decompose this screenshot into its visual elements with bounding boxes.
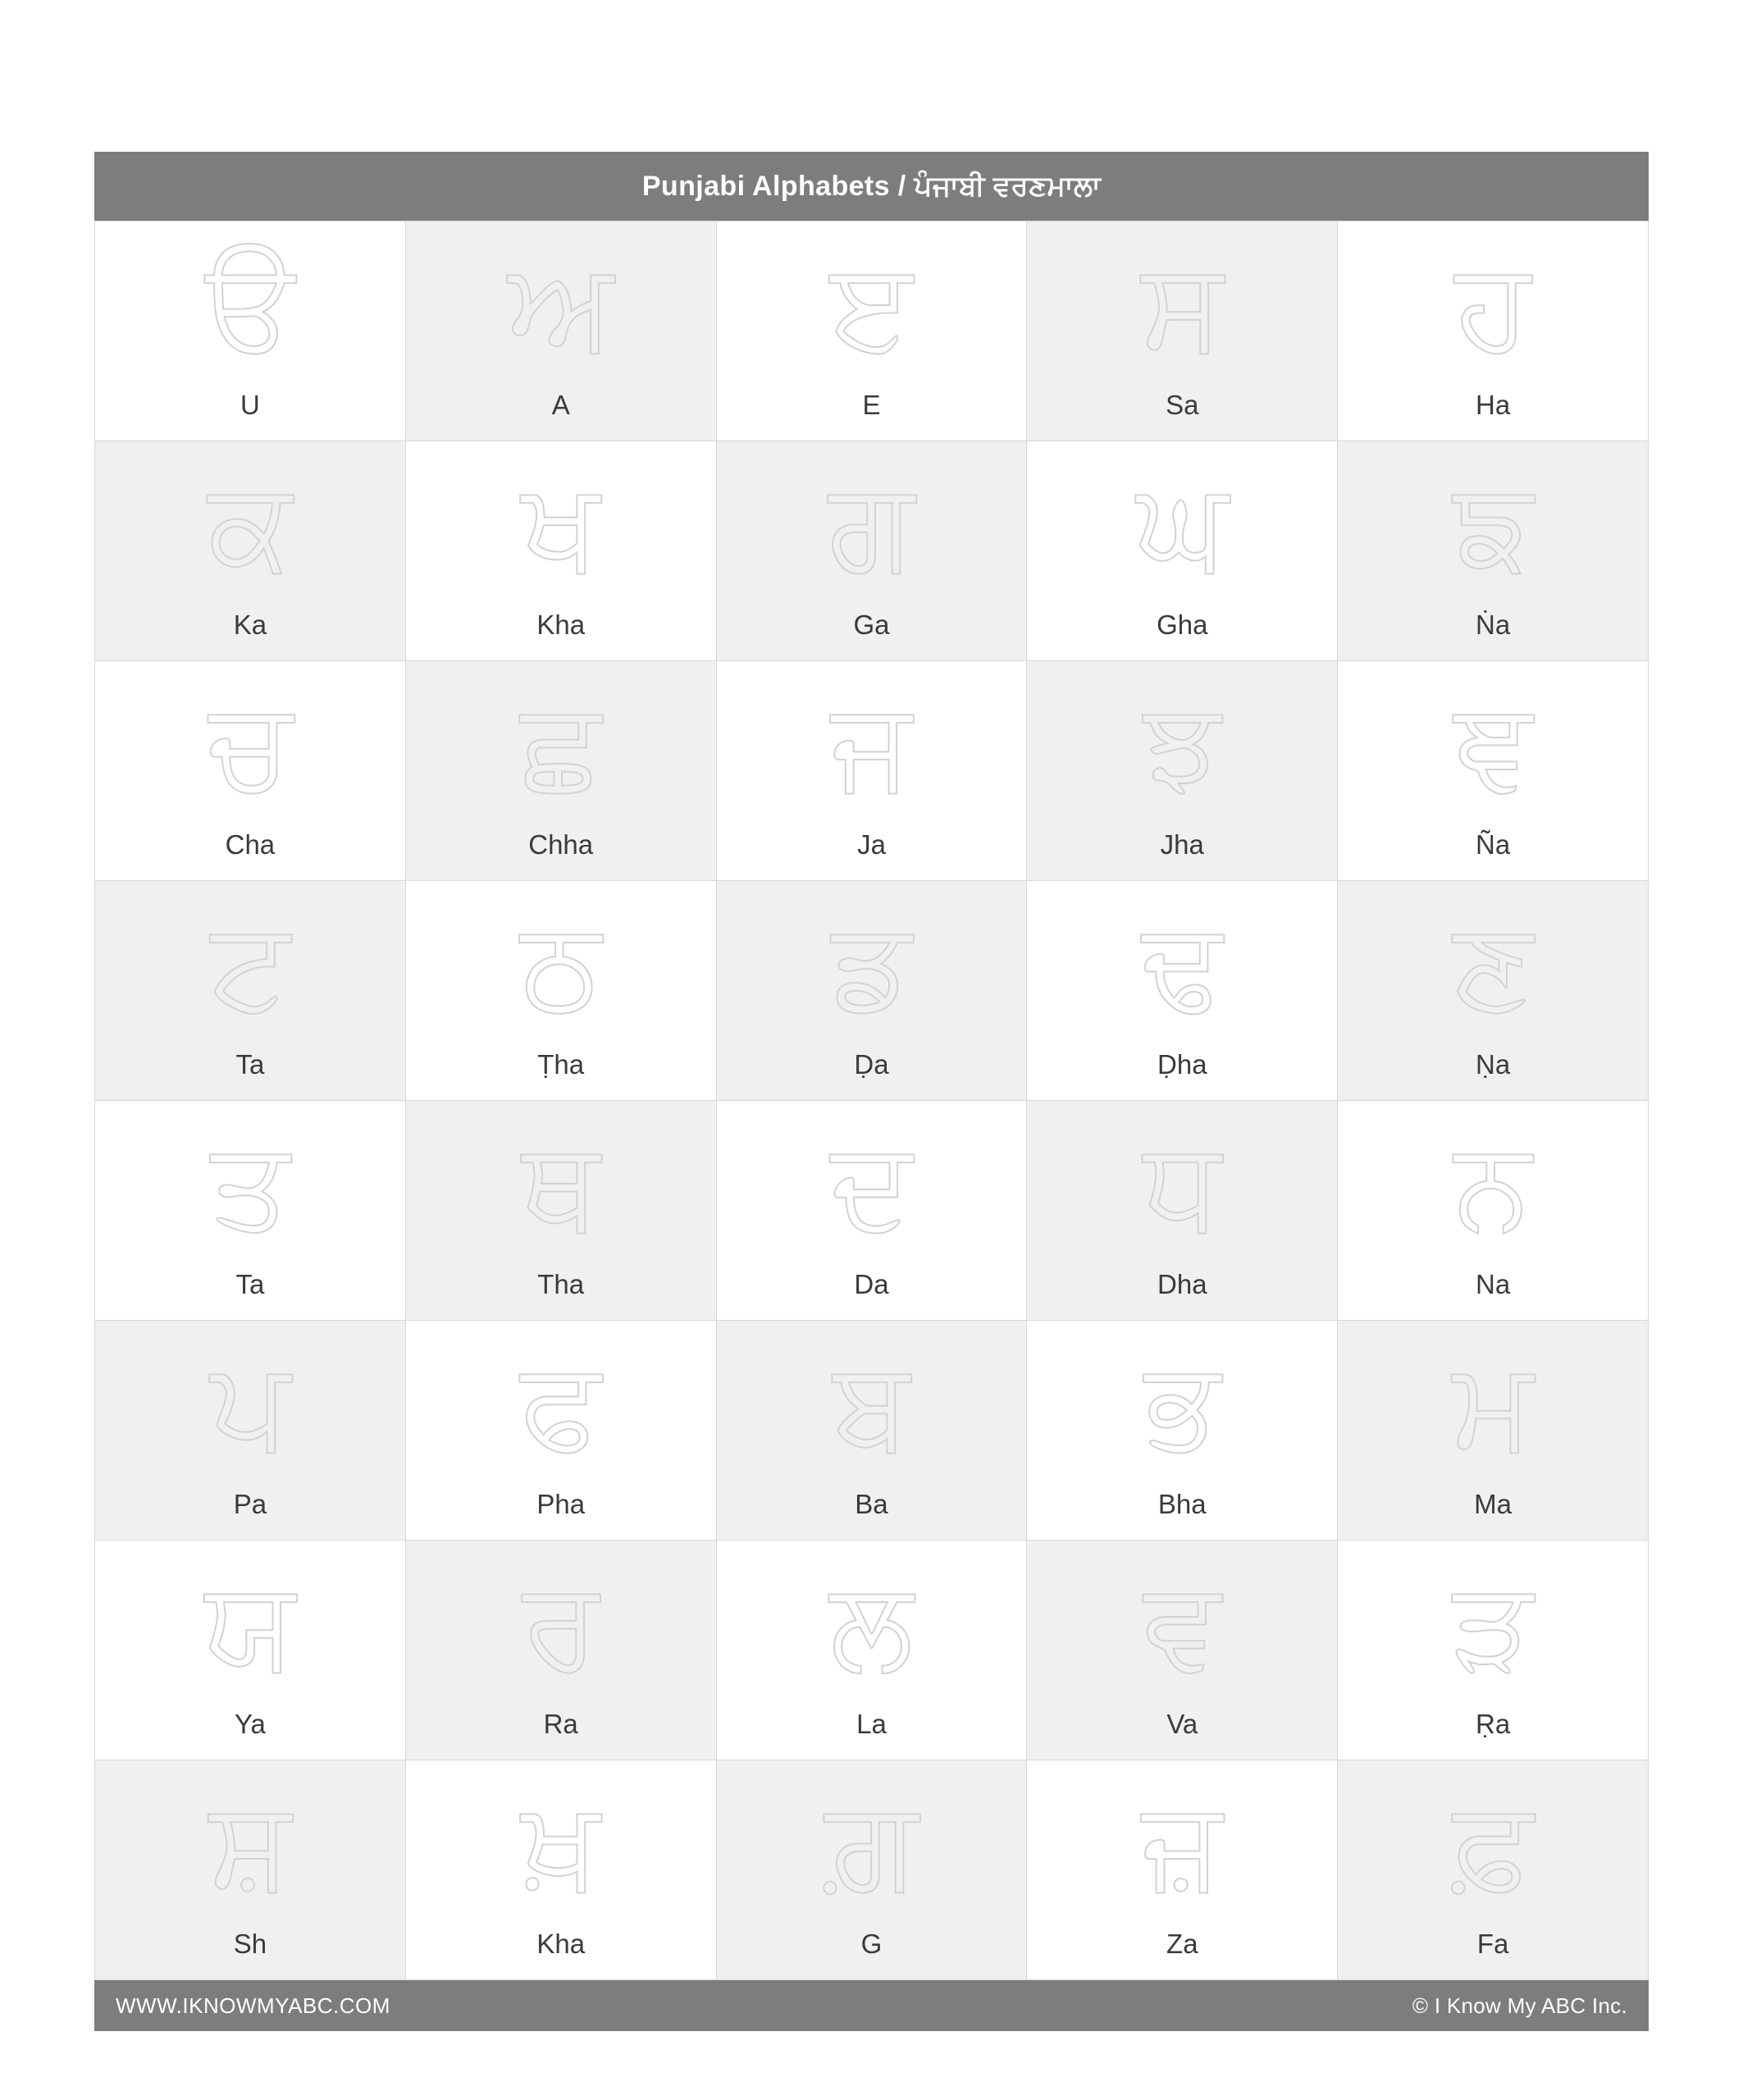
letter-romanization: Pha	[536, 1489, 586, 1519]
letter-glyph: ਰ	[522, 1554, 600, 1696]
letter-romanization: Tha	[537, 1269, 585, 1299]
footer-website: WWW.IKNOWMYABC.COM	[116, 1993, 390, 2018]
letter-glyph: ੲ	[830, 235, 913, 377]
letter-romanization: Dha	[1157, 1269, 1207, 1299]
letter-cell	[406, 1760, 717, 1980]
letter-cell	[717, 441, 1028, 661]
letter-glyph: ਞ	[1453, 674, 1533, 817]
letter-glyph: ਲ	[829, 1554, 914, 1696]
letter-glyph: ਣ	[1453, 894, 1533, 1037]
letter-glyph: ਙ	[1453, 454, 1533, 597]
letter-glyph: ਗ਼	[824, 1774, 919, 1916]
letter-cell	[95, 661, 406, 881]
letter-cell	[406, 441, 717, 661]
letter-cell	[95, 441, 406, 661]
letter-cell	[95, 1321, 406, 1541]
letter-cell	[1338, 1321, 1649, 1541]
letter-cell	[717, 1321, 1028, 1541]
letter-glyph: ਸ਼	[208, 1774, 291, 1916]
letter-glyph: ਘ	[1136, 454, 1229, 597]
letter-cell	[95, 1541, 406, 1760]
letter-glyph: ਫ	[520, 1334, 601, 1477]
letter-cell	[717, 1760, 1028, 1980]
letter-cell	[1027, 1101, 1338, 1321]
letter-glyph: ੜ	[1453, 1554, 1534, 1696]
alphabet-grid	[94, 221, 1649, 1980]
letter-romanization: Pa	[233, 1489, 267, 1519]
alphabet-sheet	[94, 152, 1649, 2031]
letter-romanization: Za	[1166, 1929, 1198, 1959]
letter-romanization: Na	[1475, 1269, 1511, 1299]
letter-glyph: ਠ	[520, 894, 601, 1037]
letter-cell	[1027, 1760, 1338, 1980]
letter-cell	[406, 661, 717, 881]
letter-cell	[1338, 1541, 1649, 1760]
letter-romanization: Ṅa	[1475, 609, 1511, 640]
letter-romanization: Ma	[1474, 1489, 1512, 1519]
letter-romanization: Ya	[234, 1709, 266, 1739]
letter-glyph: ੳ	[205, 235, 295, 377]
letter-romanization: Ḍa	[854, 1049, 889, 1080]
letter-cell	[717, 661, 1028, 881]
letter-cell	[1027, 661, 1338, 881]
letter-glyph: ਸ	[1141, 235, 1224, 377]
letter-cell	[95, 881, 406, 1101]
letter-cell	[1338, 1101, 1649, 1321]
letter-romanization: Bha	[1157, 1489, 1207, 1519]
letter-cell	[1027, 1541, 1338, 1760]
letter-glyph: ਡ	[831, 894, 912, 1037]
letter-glyph: ਝ	[1143, 674, 1221, 817]
letter-glyph: ਭ	[1144, 1334, 1221, 1477]
letter-romanization: U	[240, 390, 260, 420]
letter-glyph: ਨ	[1454, 1114, 1531, 1257]
letter-glyph: ਦ	[830, 1114, 913, 1257]
letter-cell	[406, 1101, 717, 1321]
letter-glyph: ਫ਼	[1452, 1774, 1534, 1916]
letter-cell	[406, 221, 717, 441]
letter-romanization: Ka	[233, 609, 267, 640]
letter-romanization: A	[551, 390, 570, 420]
letter-romanization: Fa	[1476, 1929, 1509, 1959]
letter-romanization: Va	[1166, 1709, 1198, 1739]
letter-cell	[717, 1541, 1028, 1760]
letter-romanization: Ḍha	[1157, 1049, 1207, 1080]
letter-cell	[95, 221, 406, 441]
letter-glyph: ਪ	[210, 1334, 290, 1477]
letter-romanization: La	[856, 1709, 887, 1739]
letter-cell	[1338, 221, 1649, 441]
letter-cell	[1338, 881, 1649, 1101]
letter-glyph: ਬ	[833, 1334, 910, 1477]
letter-romanization: Gha	[1157, 609, 1208, 640]
letter-romanization: Ha	[1475, 390, 1511, 420]
letter-glyph: ਵ	[1143, 1554, 1221, 1696]
letter-glyph: ਯ	[204, 1554, 295, 1696]
letter-glyph: ਟ	[210, 894, 290, 1037]
letter-cell	[1027, 1321, 1338, 1541]
letter-cell	[717, 881, 1028, 1101]
letter-romanization: Cha	[225, 829, 276, 860]
letter-glyph: ਛ	[520, 674, 601, 817]
letter-romanization: Ta	[235, 1049, 265, 1080]
letter-glyph: ਚ	[208, 674, 292, 817]
letter-glyph: ਹ	[1455, 235, 1531, 377]
letter-romanization: Ṛa	[1475, 1709, 1511, 1739]
letter-cell	[1027, 881, 1338, 1101]
letter-romanization: G	[860, 1929, 883, 1959]
page-title-bar	[94, 152, 1649, 221]
letter-cell	[717, 221, 1028, 441]
footer-bar	[94, 1980, 1649, 2031]
letter-cell	[95, 1760, 406, 1980]
letter-cell	[1027, 441, 1338, 661]
letter-glyph: ਤ	[210, 1114, 290, 1257]
letter-romanization: Ṇa	[1475, 1049, 1511, 1080]
letter-cell	[1338, 441, 1649, 661]
letter-romanization: Ta	[235, 1269, 265, 1299]
letter-cell	[406, 1321, 717, 1541]
letter-romanization: Sh	[233, 1929, 267, 1959]
letter-romanization: Ña	[1475, 829, 1511, 860]
letter-cell	[717, 1101, 1028, 1321]
letter-romanization: Ja	[857, 829, 886, 860]
letter-glyph: ਖ	[522, 454, 600, 597]
letter-romanization: Ra	[543, 1709, 578, 1739]
letter-cell	[1027, 221, 1338, 441]
letter-cell	[406, 881, 717, 1101]
letter-romanization: Kha	[536, 1929, 586, 1959]
letter-glyph: ਧ	[1143, 1114, 1221, 1257]
letter-glyph: ਖ਼	[521, 1774, 600, 1916]
footer-copyright: © I Know My ABC Inc.	[1412, 1993, 1627, 2018]
letter-glyph: ਮ	[1452, 1334, 1534, 1477]
letter-romanization: Sa	[1166, 390, 1199, 420]
letter-romanization: Jha	[1160, 829, 1204, 860]
letter-glyph: ਗ	[828, 454, 915, 597]
letter-romanization: Chha	[528, 829, 594, 860]
letter-cell	[95, 1101, 406, 1321]
letter-romanization: E	[862, 390, 881, 420]
letter-glyph: ਅ	[508, 235, 614, 377]
letter-glyph: ਜ	[831, 674, 912, 817]
letter-glyph: ਕ	[208, 454, 293, 597]
letter-cell	[1338, 661, 1649, 881]
letter-romanization: Ga	[853, 609, 890, 640]
letter-romanization: Ṭha	[537, 1049, 585, 1080]
letter-cell	[1338, 1760, 1649, 1980]
page-title: Punjabi Alphabets / ਪੰਜਾਬੀ ਵਰਣਮਾਲਾ	[641, 170, 1102, 202]
letter-glyph: ਥ	[522, 1114, 600, 1257]
letter-romanization: Kha	[536, 609, 586, 640]
letter-glyph: ਜ਼	[1142, 1774, 1223, 1916]
letter-romanization: Ba	[855, 1489, 888, 1519]
letter-cell	[406, 1541, 717, 1760]
letter-romanization: Da	[854, 1269, 889, 1299]
letter-glyph: ਢ	[1142, 894, 1223, 1037]
